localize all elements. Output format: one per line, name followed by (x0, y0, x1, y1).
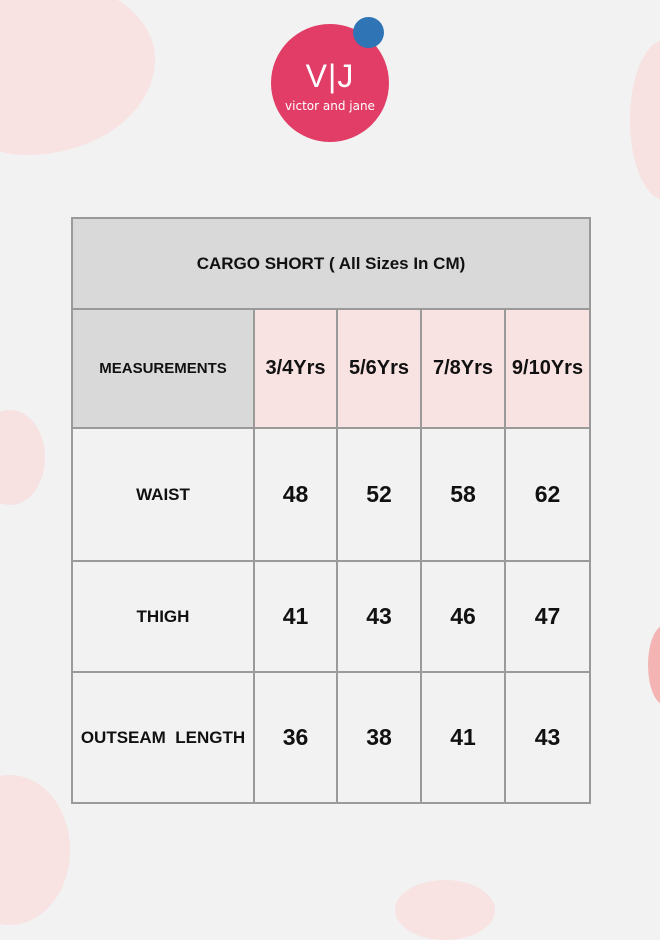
measurement-value: 62 (505, 428, 590, 561)
measurement-value: 48 (254, 428, 337, 561)
size-chart-title: CARGO SHORT ( All Sizes In CM) (72, 218, 590, 309)
measurement-value: 41 (254, 561, 337, 672)
measurement-value: 52 (337, 428, 421, 561)
row-label: OUTSEAM LENGTH (72, 672, 254, 803)
size-chart-table (71, 217, 591, 804)
size-header: 3/4Yrs (254, 309, 337, 428)
measurements-header: MEASUREMENTS (72, 309, 254, 428)
measurement-value: 58 (421, 428, 505, 561)
size-header: 9/10Yrs (505, 309, 590, 428)
table-row-outseam-length (72, 672, 590, 803)
measurement-value: 43 (505, 672, 590, 803)
measurement-value: 41 (421, 672, 505, 803)
brand-name: victor and jane (285, 99, 375, 113)
measurement-value: 47 (505, 561, 590, 672)
size-header: 7/8Yrs (421, 309, 505, 428)
table-row-waist (72, 428, 590, 561)
row-label: THIGH (72, 561, 254, 672)
brand-mark: V|J (305, 58, 355, 94)
decor-blob-top-left (0, 0, 155, 155)
measurement-value: 38 (337, 672, 421, 803)
measurement-value: 46 (421, 561, 505, 672)
decor-blob-bottom (395, 880, 495, 940)
table-row-thigh (72, 561, 590, 672)
measurement-value: 36 (254, 672, 337, 803)
measurement-value: 43 (337, 561, 421, 672)
row-label: WAIST (72, 428, 254, 561)
size-header: 5/6Yrs (337, 309, 421, 428)
decor-blob-bottom-left (0, 775, 70, 925)
logo-dot-icon (353, 17, 384, 48)
decor-blob-mid-right (648, 625, 660, 705)
decor-blob-top-right (630, 40, 660, 200)
decor-blob-mid-left (0, 410, 45, 505)
